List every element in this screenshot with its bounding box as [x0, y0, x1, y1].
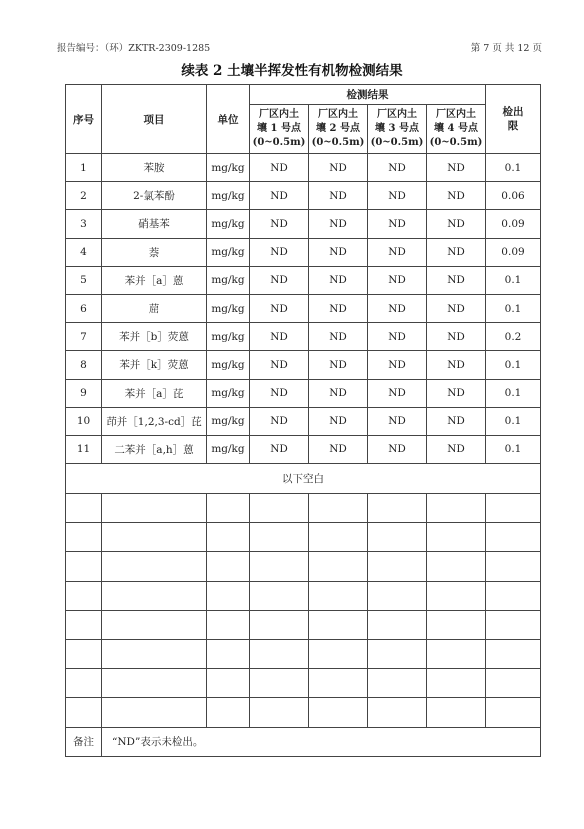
table-row [66, 379, 541, 407]
cell-limit: 0.09 [486, 210, 541, 238]
empty-cell [66, 494, 102, 523]
cell-r1: ND [250, 435, 309, 463]
empty-cell [250, 494, 309, 523]
empty-cell [368, 494, 427, 523]
empty-cell [207, 552, 250, 581]
cell-item: 䓛 [102, 294, 207, 322]
empty-cell [102, 610, 207, 639]
table-row [66, 266, 541, 294]
cell-r4: ND [427, 238, 486, 266]
cell-limit: 0.1 [486, 351, 541, 379]
empty-cell [309, 669, 368, 698]
empty-cell [250, 669, 309, 698]
empty-cell [207, 581, 250, 610]
table-title: 续表 2 土壤半挥发性有机物检测结果 [181, 63, 403, 79]
cell-r1: ND [250, 182, 309, 210]
table-row [66, 238, 541, 266]
empty-cell [427, 669, 486, 698]
table-row [66, 154, 541, 182]
table-row [66, 407, 541, 435]
cell-r3: ND [368, 238, 427, 266]
cell-r4: ND [427, 323, 486, 351]
empty-cell [368, 640, 427, 669]
cell-r4: ND [427, 266, 486, 294]
col-header-limit: 检出限 [486, 85, 541, 154]
cell-r4: ND [427, 154, 486, 182]
empty-cell [66, 581, 102, 610]
cell-no: 4 [66, 238, 102, 266]
cell-r4: ND [427, 294, 486, 322]
cell-no: 9 [66, 379, 102, 407]
empty-cell [309, 610, 368, 639]
empty-row [66, 640, 541, 669]
point-header-4: 厂区内土 壤 4 号点 (0~0.5m) [427, 105, 486, 154]
cell-limit: 0.1 [486, 294, 541, 322]
cell-r2: ND [309, 238, 368, 266]
report-number: 报告编号：（环）ZKTR-2309-1285 [57, 43, 211, 54]
results-table [65, 84, 541, 757]
table-row [66, 435, 541, 463]
cell-item: 茚并［1,2,3-cd］芘 [102, 407, 207, 435]
point-header-1: 厂区内土 壤 1 号点 (0~0.5m) [250, 105, 309, 154]
cell-r4: ND [427, 435, 486, 463]
cell-limit: 0.1 [486, 379, 541, 407]
cell-r3: ND [368, 294, 427, 322]
empty-cell [66, 523, 102, 552]
cell-limit: 0.2 [486, 323, 541, 351]
point-header-2: 厂区内土 壤 2 号点 (0~0.5m) [309, 105, 368, 154]
empty-cell [250, 552, 309, 581]
empty-cell [368, 581, 427, 610]
cell-item: 苯并［a］芘 [102, 379, 207, 407]
empty-cell [309, 581, 368, 610]
empty-cell [368, 610, 427, 639]
empty-cell [102, 640, 207, 669]
table-row [66, 294, 541, 322]
cell-item: 硝基苯 [102, 210, 207, 238]
cell-r2: ND [309, 154, 368, 182]
empty-cell [102, 552, 207, 581]
empty-cell [102, 669, 207, 698]
cell-no: 10 [66, 407, 102, 435]
cell-r1: ND [250, 154, 309, 182]
empty-cell [427, 610, 486, 639]
empty-cell [368, 669, 427, 698]
empty-cell [309, 640, 368, 669]
empty-cell [250, 581, 309, 610]
cell-limit: 0.06 [486, 182, 541, 210]
empty-cell [309, 494, 368, 523]
cell-r2: ND [309, 182, 368, 210]
cell-no: 3 [66, 210, 102, 238]
empty-cell [207, 523, 250, 552]
col-header-results: 检测结果 [250, 85, 486, 105]
cell-unit: mg/kg [207, 407, 250, 435]
cell-unit: mg/kg [207, 351, 250, 379]
cell-no: 6 [66, 294, 102, 322]
cell-no: 5 [66, 266, 102, 294]
note-text: “ND”表示未检出。 [102, 727, 541, 756]
cell-r4: ND [427, 407, 486, 435]
empty-cell [486, 581, 541, 610]
cell-limit: 0.1 [486, 154, 541, 182]
cell-unit: mg/kg [207, 294, 250, 322]
cell-item: 苯并［k］荧蒽 [102, 351, 207, 379]
empty-cell [486, 494, 541, 523]
empty-cell [102, 698, 207, 727]
blank-notice-row [66, 464, 541, 494]
cell-item: 二苯并［a,h］蒽 [102, 435, 207, 463]
empty-cell [250, 523, 309, 552]
empty-row [66, 552, 541, 581]
empty-cell [250, 610, 309, 639]
cell-r1: ND [250, 294, 309, 322]
cell-unit: mg/kg [207, 266, 250, 294]
empty-cell [207, 610, 250, 639]
empty-row [66, 523, 541, 552]
cell-unit: mg/kg [207, 238, 250, 266]
note-label: 备注 [66, 727, 102, 756]
empty-cell [309, 552, 368, 581]
cell-limit: 0.1 [486, 266, 541, 294]
cell-r3: ND [368, 323, 427, 351]
cell-r1: ND [250, 323, 309, 351]
cell-r3: ND [368, 182, 427, 210]
empty-cell [427, 698, 486, 727]
cell-no: 11 [66, 435, 102, 463]
cell-r1: ND [250, 210, 309, 238]
cell-r1: ND [250, 351, 309, 379]
cell-unit: mg/kg [207, 182, 250, 210]
empty-cell [368, 698, 427, 727]
table-row [66, 351, 541, 379]
cell-r2: ND [309, 294, 368, 322]
cell-r4: ND [427, 379, 486, 407]
cell-unit: mg/kg [207, 435, 250, 463]
cell-r3: ND [368, 210, 427, 238]
empty-cell [427, 523, 486, 552]
cell-r4: ND [427, 210, 486, 238]
cell-unit: mg/kg [207, 210, 250, 238]
cell-r1: ND [250, 266, 309, 294]
empty-row [66, 669, 541, 698]
empty-cell [427, 640, 486, 669]
cell-r3: ND [368, 435, 427, 463]
empty-cell [368, 523, 427, 552]
cell-r1: ND [250, 379, 309, 407]
cell-no: 1 [66, 154, 102, 182]
empty-cell [66, 552, 102, 581]
page-info: 第 7 页 共 12 页 [470, 43, 542, 54]
empty-cell [66, 669, 102, 698]
empty-cell [102, 581, 207, 610]
col-header-unit: 单位 [207, 85, 250, 154]
cell-r2: ND [309, 379, 368, 407]
empty-cell [207, 669, 250, 698]
cell-r4: ND [427, 351, 486, 379]
cell-r2: ND [309, 210, 368, 238]
empty-cell [102, 494, 207, 523]
empty-cell [66, 610, 102, 639]
cell-r2: ND [309, 351, 368, 379]
empty-cell [486, 552, 541, 581]
cell-no: 2 [66, 182, 102, 210]
empty-cell [427, 552, 486, 581]
empty-cell [486, 523, 541, 552]
empty-cell [427, 494, 486, 523]
note-row [66, 727, 541, 756]
cell-r1: ND [250, 407, 309, 435]
cell-r2: ND [309, 407, 368, 435]
cell-limit: 0.1 [486, 435, 541, 463]
empty-row [66, 698, 541, 727]
empty-cell [486, 669, 541, 698]
cell-item: 苯并［a］蒽 [102, 266, 207, 294]
cell-unit: mg/kg [207, 323, 250, 351]
empty-cell [207, 494, 250, 523]
empty-cell [309, 523, 368, 552]
blank-notice: 以下空白 [66, 464, 541, 494]
cell-item: 苯胺 [102, 154, 207, 182]
cell-r1: ND [250, 238, 309, 266]
table-row [66, 182, 541, 210]
empty-cell [427, 581, 486, 610]
cell-item: 苯并［b］荧蒽 [102, 323, 207, 351]
cell-unit: mg/kg [207, 379, 250, 407]
cell-item: 萘 [102, 238, 207, 266]
empty-cell [66, 640, 102, 669]
empty-cell [66, 698, 102, 727]
cell-item: 2-氯苯酚 [102, 182, 207, 210]
cell-r3: ND [368, 266, 427, 294]
empty-cell [102, 523, 207, 552]
cell-no: 7 [66, 323, 102, 351]
empty-cell [368, 552, 427, 581]
empty-cell [486, 698, 541, 727]
cell-limit: 0.09 [486, 238, 541, 266]
cell-r2: ND [309, 266, 368, 294]
empty-cell [207, 698, 250, 727]
cell-limit: 0.1 [486, 407, 541, 435]
cell-r4: ND [427, 182, 486, 210]
cell-r3: ND [368, 407, 427, 435]
cell-r3: ND [368, 379, 427, 407]
empty-cell [250, 698, 309, 727]
table-row [66, 210, 541, 238]
empty-cell [309, 698, 368, 727]
cell-r2: ND [309, 323, 368, 351]
empty-cell [207, 640, 250, 669]
empty-row [66, 581, 541, 610]
col-header-item: 项目 [102, 85, 207, 154]
cell-r2: ND [309, 435, 368, 463]
empty-cell [250, 640, 309, 669]
cell-r3: ND [368, 154, 427, 182]
empty-row [66, 610, 541, 639]
col-header-no: 序号 [66, 85, 102, 154]
cell-unit: mg/kg [207, 154, 250, 182]
table-row [66, 323, 541, 351]
empty-cell [486, 610, 541, 639]
cell-r3: ND [368, 351, 427, 379]
point-header-3: 厂区内土 壤 3 号点 (0~0.5m) [368, 105, 427, 154]
empty-row [66, 494, 541, 523]
cell-no: 8 [66, 351, 102, 379]
empty-cell [486, 640, 541, 669]
